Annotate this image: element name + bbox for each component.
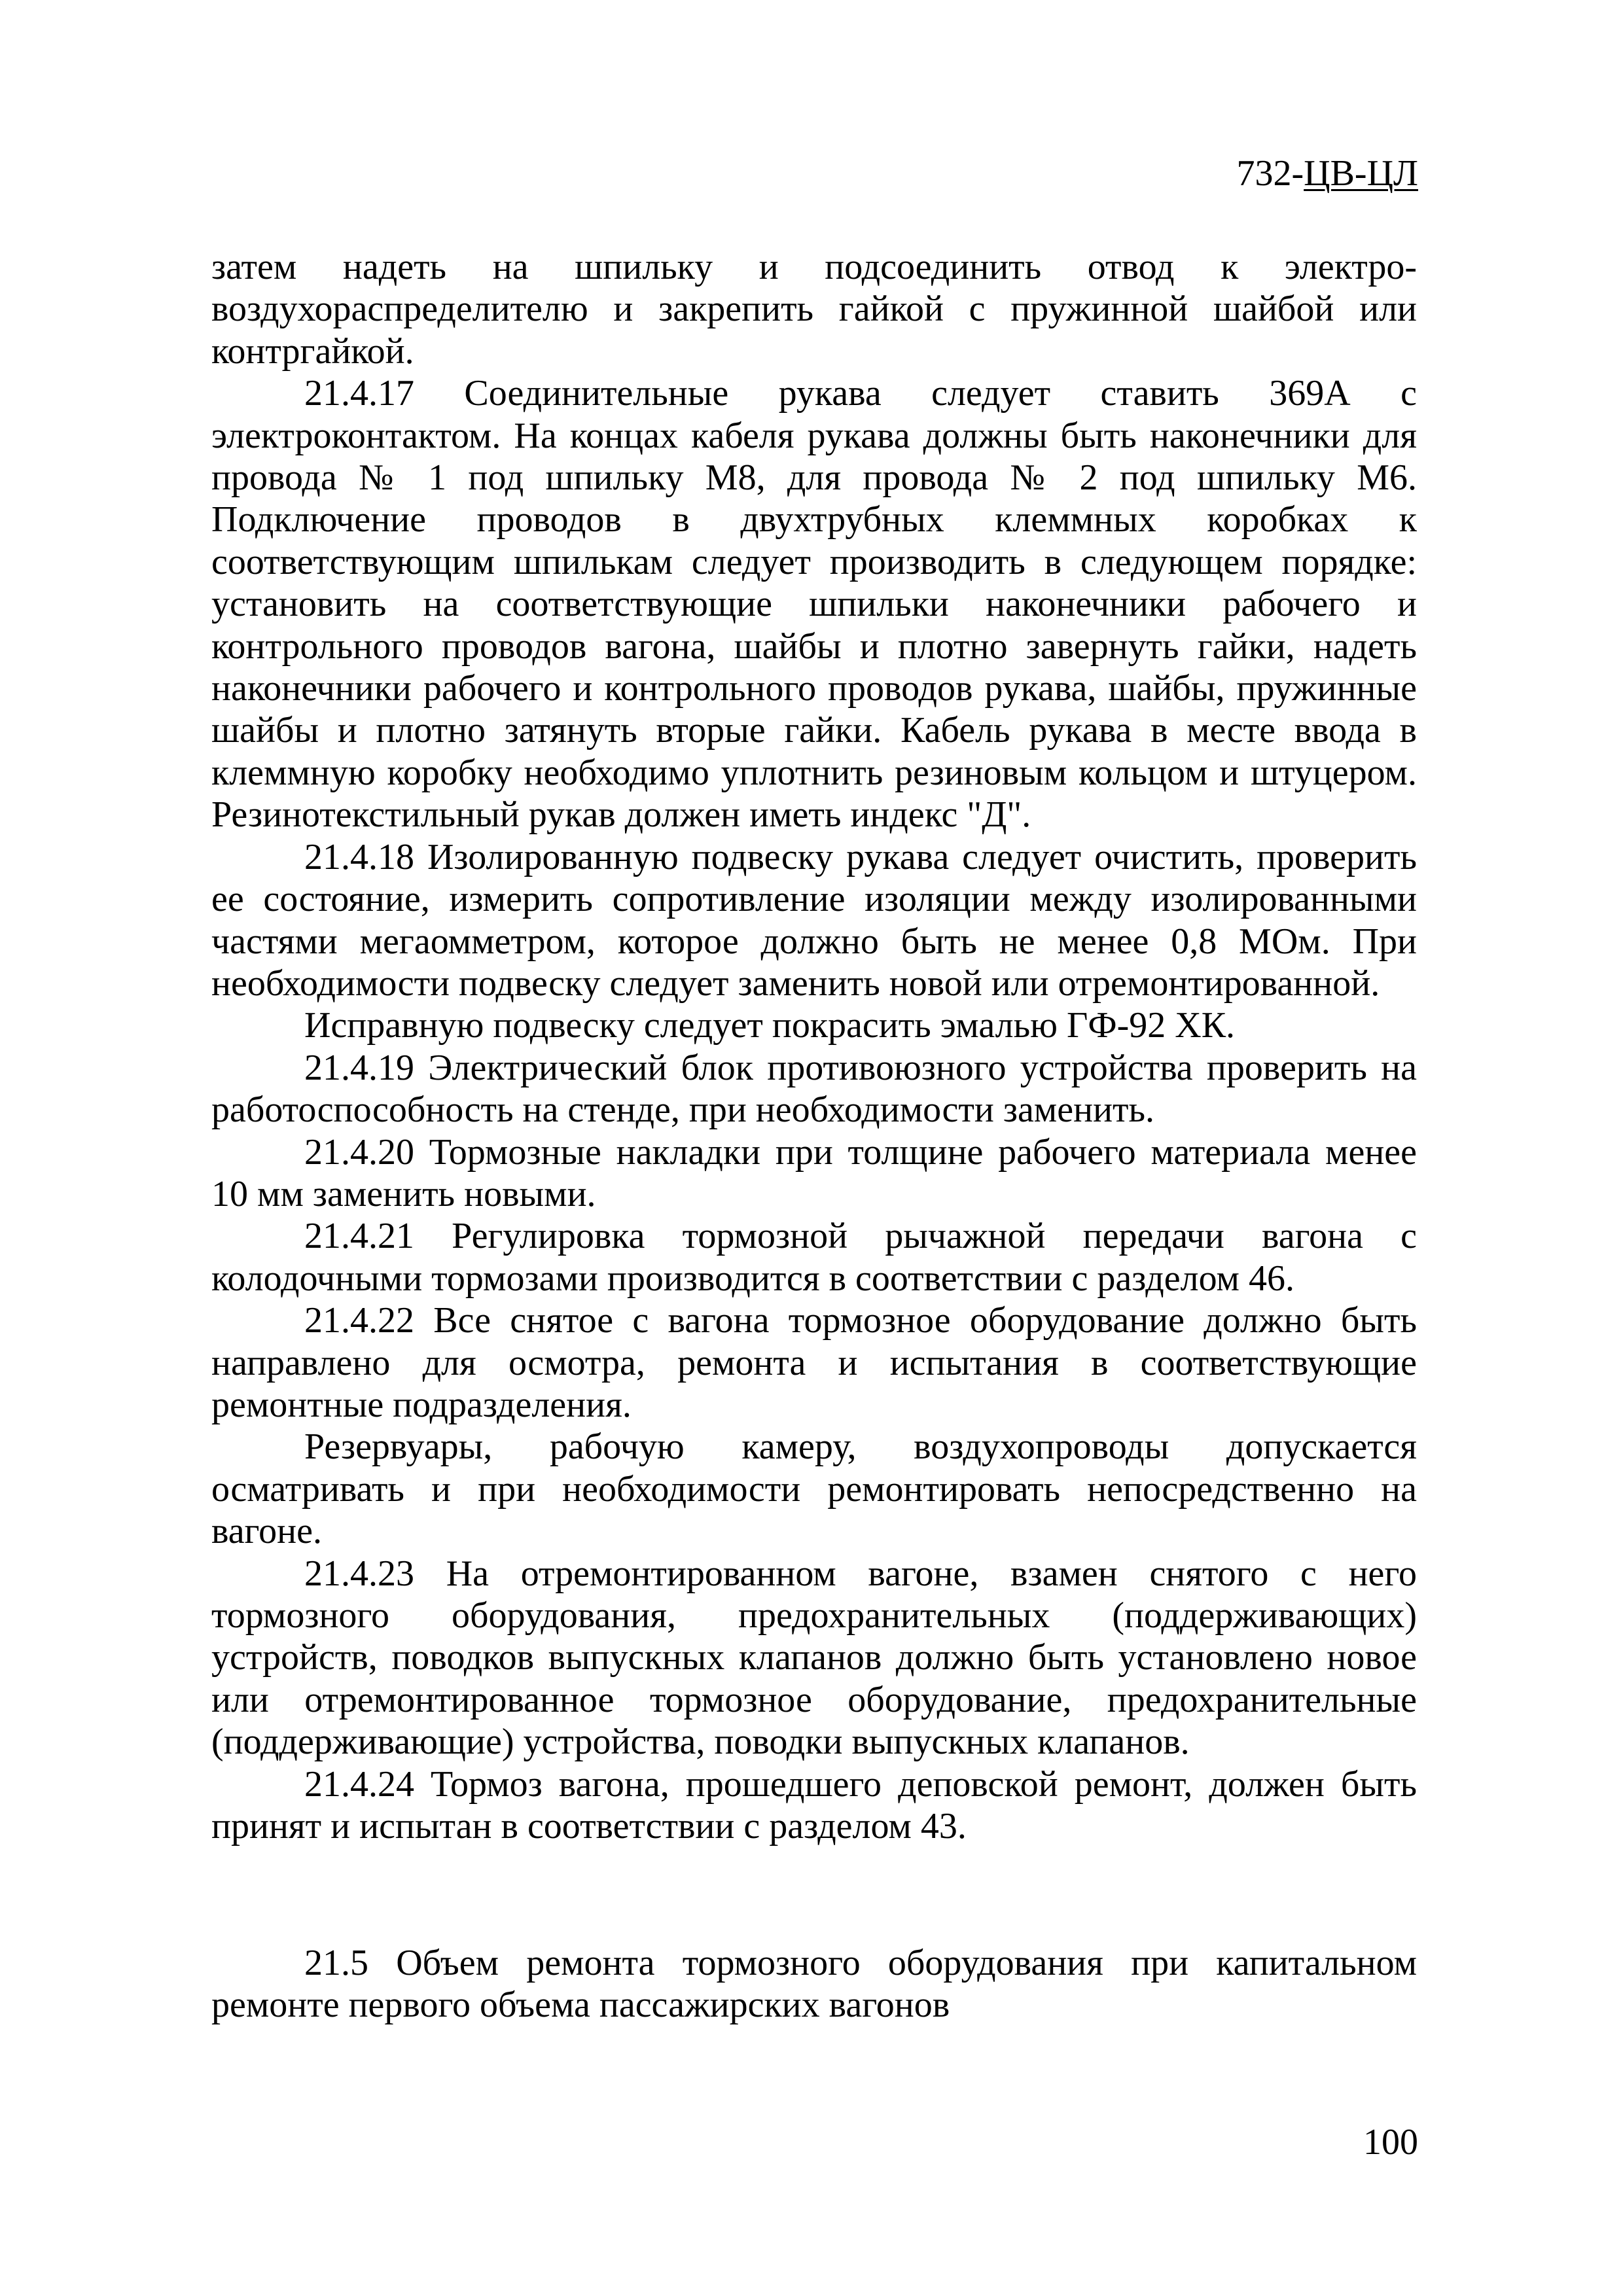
document-code-underlined: ЦВ-ЦЛ [1304, 153, 1418, 194]
paragraph-21-4-17: 21.4.17 Соединительные рукава следует ставить 369А с электроконтактом. На концах кабеля рукава должны быть наконечники для провода № 1 под шпильку М8, для провода № 2 под шпильку М6. Подключение проводов в двухтрубных клеммных коробках к соответствующим шпилькам следует производить в следующем порядке: установить на соответствующие шпильки наконечники рабочего и контрольного проводов вагона, шайбы и плотно завернуть гайки, надеть наконечники рабочего и контрольного проводов рукава, шайбы, пружинные шайбы и плотно затянуть вторые гайки. Кабель рукава в месте ввода в клеммную коробку необходимо уплотнить резиновым кольцом и штуцером. Резинотекстильный рукав должен иметь индекс "Д". [211, 373, 1417, 836]
paragraph-continuation: затем надеть на шпильку и подсоединить отвод к электро-воздухораспределителю и закрепить гайкой с пружинной шайбой или контргайкой. [211, 247, 1417, 372]
document-body [211, 246, 1417, 1847]
document-code [1236, 152, 1418, 195]
paragraph-21-4-23: 21.4.23 На отремонтированном вагоне, взамен снятого с него тормозного оборудования, предохранительных (поддерживающих) устройств, поводков выпускных клапанов должно быть установлено новое или отремонтированное тормозное оборудование, предохранительные (поддерживающие) устройства, поводки выпускных клапанов. [211, 1553, 1417, 1763]
paragraph-reservoirs-note: Резервуары, рабочую камеру, воздухопроводы допускается осматривать и при необходимости ремонтировать непосредственно на вагоне. [211, 1426, 1417, 1552]
paragraph-21-4-19: 21.4.19 Электрический блок противоюзного устройства проверить на работоспособность на стенде, при необходимости заменить. [211, 1047, 1417, 1131]
section-title-21-5: 21.5 Объем ремонта тормозного оборудования при капитальном ремонте первого объема пассажирских вагонов [211, 1943, 1417, 2026]
paragraph-paint-note: Исправную подвеску следует покрасить эмалью ГФ-92 ХК. [304, 1005, 1236, 1046]
paragraph-21-4-18: 21.4.18 Изолированную подвеску рукава следует очистить, проверить ее состояние, измерить сопротивление изоляции между изолированными частями мегаомметром, которое должно быть не менее 0,8 МОм. При необходимости подвеску следует заменить новой или отремонтированной. [211, 836, 1417, 1004]
paragraph-21-4-20: 21.4.20 Тормозные накладки при толщине рабочего материала менее 10 мм заменить новыми. [211, 1131, 1417, 1214]
paragraph-21-4-24: 21.4.24 Тормоз вагона, прошедшего деповской ремонт, должен быть принят и испытан в соответствии с разделом 43. [211, 1763, 1417, 1847]
document-code-prefix: 732- [1236, 153, 1304, 194]
paragraph-21-4-22: 21.4.22 Все снятое с вагона тормозное оборудование должно быть направлено для осмотра, ремонта и испытания в соответствующие ремонтные подразделения. [211, 1300, 1417, 1425]
paragraph-21-4-21: 21.4.21 Регулировка тормозной рычажной передачи вагона с колодочными тормозами производится в соответствии с разделом 46. [211, 1216, 1417, 1299]
page-number: 100 [1363, 2122, 1418, 2163]
